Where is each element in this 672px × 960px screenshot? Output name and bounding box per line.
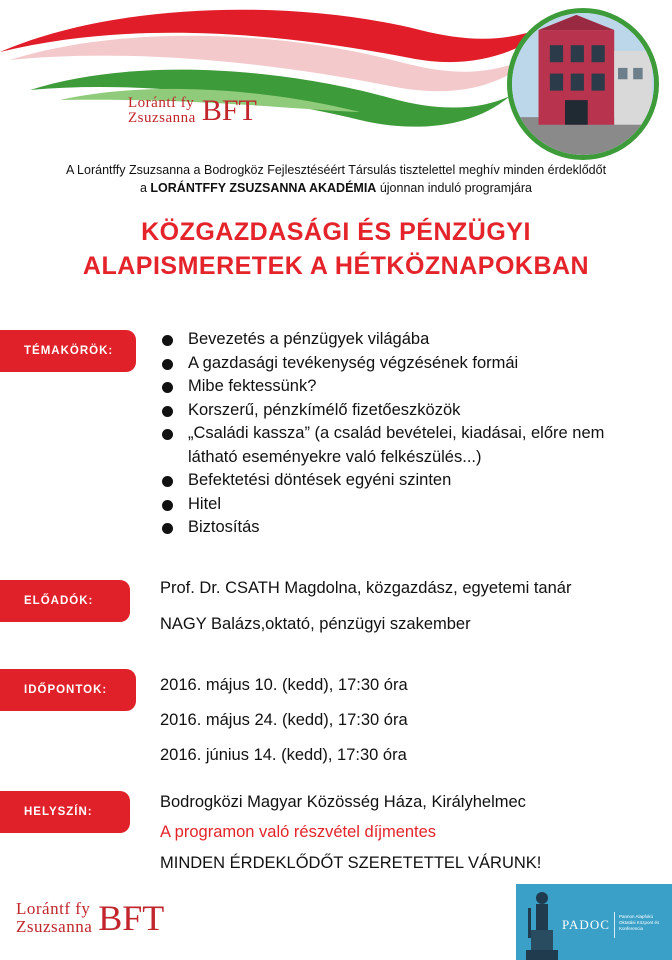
topics-label: TÉMAKÖRÖK: — [0, 330, 136, 372]
bullet-icon — [162, 359, 173, 370]
building-photo — [507, 8, 659, 160]
list-item: A gazdasági tevékenység végzésének formái — [160, 352, 640, 376]
dates-label: IDŐPONTOK: — [0, 669, 136, 711]
padoc-name: PADOC — [562, 917, 610, 932]
padoc-logo — [516, 884, 672, 960]
list-item: Biztosítás — [160, 516, 640, 540]
free-entry-note: A programon való részvétel díjmentes — [160, 823, 437, 841]
bottom-logo — [16, 900, 164, 936]
statue-icon — [522, 888, 562, 960]
bullet-icon — [162, 406, 173, 417]
bullet-icon — [162, 500, 173, 511]
venue-place: Bodrogközi Magyar Közösség Háza, Királyhelmec — [160, 793, 526, 811]
logo-names — [128, 96, 196, 126]
intro-suffix: újonnan induló programjára — [376, 181, 533, 195]
logo-line2: Zsuzsanna — [16, 917, 93, 936]
venue-label: HELYSZÍN: — [0, 791, 130, 833]
title-line-1: KÖZGAZDASÁGI ÉS PÉNZÜGYI — [141, 218, 531, 246]
intro-line-2 — [0, 181, 672, 195]
bullet-icon — [162, 429, 173, 440]
bullet-icon — [162, 523, 173, 534]
list-item: Hitel — [160, 493, 640, 517]
academy-name: LORÁNTFFY ZSUZSANNA AKADÉMIA — [150, 181, 377, 195]
speaker-2: NAGY Balázs,oktató, pénzügyi szakember — [160, 615, 471, 633]
list-item: „Családi kassza” (a család bevételei, kiadásai, előre nem látható eseményekre való felkészülés...) — [160, 422, 628, 469]
bullet-icon — [162, 476, 173, 487]
logo-line1: Lorántf fy — [16, 899, 91, 918]
bullet-icon — [162, 382, 173, 393]
intro-prefix: a — [139, 181, 151, 195]
padoc-divider — [614, 912, 615, 938]
date-2: 2016. május 24. (kedd), 17:30 óra — [160, 711, 408, 729]
speaker-1: Prof. Dr. CSATH Magdolna, közgazdász, egyetemi tanár — [160, 579, 572, 597]
date-3: 2016. június 14. (kedd), 17:30 óra — [160, 746, 407, 764]
welcome-text: MINDEN ÉRDEKLŐDŐT SZERETETTEL VÁRUNK! — [160, 854, 542, 872]
logo-abbr: BFT — [201, 94, 257, 127]
logo-abbr: BFT — [98, 898, 165, 938]
list-item: Korszerű, pénzkímélő fizetőeszközök — [160, 399, 640, 423]
logo-line2: Zsuzsanna — [128, 110, 196, 126]
list-item: Bevezetés a pénzügyek világába — [160, 328, 640, 352]
logo-names — [16, 900, 92, 936]
title-line-2: ALAPISMERETEK A HÉTKÖZNAPOKBAN — [82, 252, 590, 280]
top-logo — [128, 96, 257, 126]
list-item: Mibe fektessünk? — [160, 375, 640, 399]
list-item: Befektetési döntések egyéni szinten — [160, 469, 640, 493]
topics-list — [160, 328, 640, 540]
speakers-label: ELŐADÓK: — [0, 580, 130, 622]
logo-line1: Lorántf fy — [128, 95, 195, 111]
intro-line-1: A Lorántffy Zsuzsanna a Bodrogköz Fejlesztéséért Társulás tisztelettel meghív minden érdeklődőt — [65, 163, 607, 177]
date-1: 2016. május 10. (kedd), 17:30 óra — [160, 676, 408, 694]
padoc-subtitle: Pannon Alapfokú Oktatási Központ és Konferencia — [619, 914, 660, 931]
bullet-icon — [162, 335, 173, 346]
